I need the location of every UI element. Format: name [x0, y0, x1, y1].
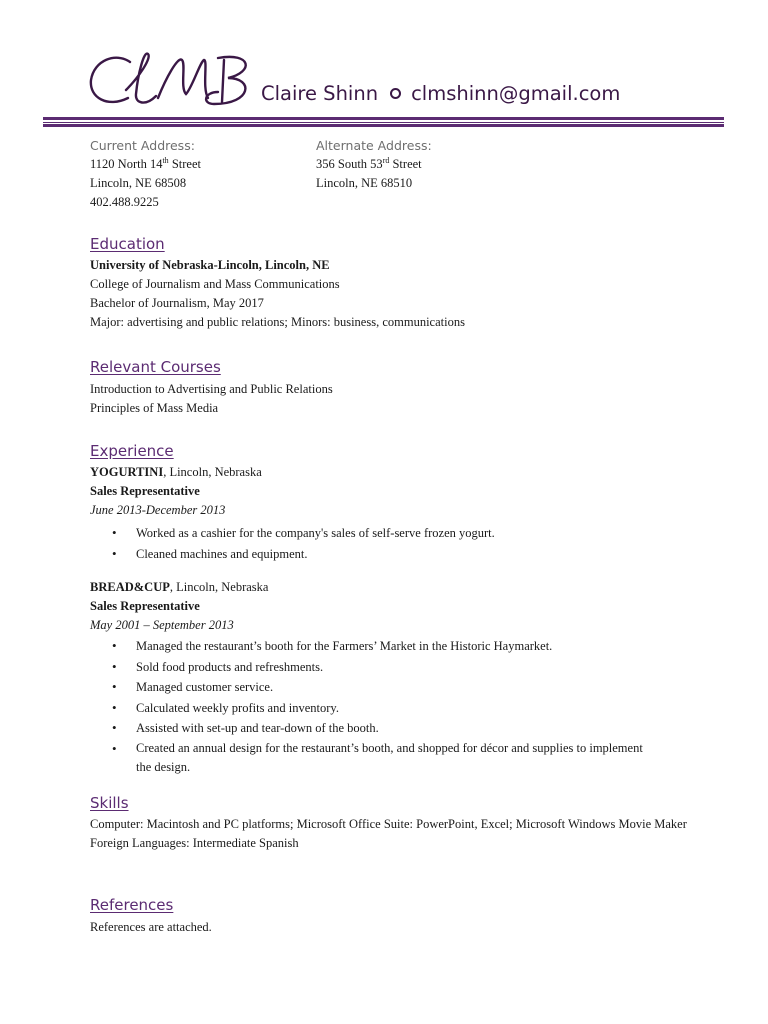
employer-location: , Lincoln, Nebraska: [163, 465, 262, 479]
school-name: University of Nebraska-Lincoln, Lincoln, NE: [90, 258, 330, 272]
employer-name: BREAD&CUP: [90, 580, 170, 594]
job-duties: [112, 636, 652, 777]
job-duty: • Cleaned machines and equipment.: [112, 544, 652, 565]
resume-header: [0, 0, 768, 126]
circle-separator-icon: [390, 88, 401, 99]
current-city: Lincoln, NE 68508: [90, 176, 187, 190]
employer-location: , Lincoln, Nebraska: [169, 580, 269, 594]
job-dates: May 2001 – September 2013: [90, 618, 234, 632]
language-skills: Foreign Languages: Intermediate Spanish: [90, 835, 299, 850]
header-rule-top: [43, 117, 724, 120]
course-item: Introduction to Advertising and Public Relations: [90, 382, 333, 396]
job-title: Sales Representative: [90, 484, 200, 498]
references-text: References are attached.: [90, 920, 212, 934]
employer-name: YOGURTINI: [90, 465, 164, 479]
current-street: [90, 155, 201, 174]
job-employer-line: [90, 578, 652, 597]
computer-skills: Computer: Macintosh and PC platforms; Microsoft Office Suite: PowerPoint, Excel; Microsoft Windows Movie Maker: [90, 817, 687, 831]
job-duty: • Assisted with set-up and tear-down of the booth.: [112, 718, 652, 739]
job-duty: • Managed the restaurant’s booth for the Farmers’ Market in the Historic Haymarket.: [112, 636, 652, 657]
experience-heading: Experience: [90, 442, 174, 460]
job-duty: • Managed customer service.: [112, 677, 652, 698]
courses-heading: Relevant Courses: [90, 358, 221, 376]
job-employer-line: [90, 463, 652, 482]
references-section: [90, 918, 212, 937]
header-rule-bottom: [43, 124, 724, 127]
skills-section: [90, 816, 690, 853]
header-rule-middle: [43, 122, 724, 123]
course-item: Principles of Mass Media: [90, 401, 219, 415]
alternate-address-heading: Alternate Address:: [316, 138, 432, 153]
monogram-logo: [86, 48, 256, 112]
college-name: College of Journalism and Mass Communications: [90, 277, 340, 291]
current-address: [90, 137, 201, 212]
job-yogurtini: [90, 463, 652, 564]
job-dates: June 2013-December 2013: [90, 503, 226, 517]
phone-number: 402.488.9225: [90, 195, 159, 209]
job-duty: • Calculated weekly profits and inventory.: [112, 698, 652, 719]
job-breadcup: [90, 578, 652, 777]
education-heading: Education: [90, 235, 165, 253]
job-duties: [112, 523, 652, 564]
alternate-street-ordinal: rd: [382, 155, 390, 165]
header-contact: [261, 82, 620, 105]
alternate-address: [316, 137, 432, 193]
alternate-city: Lincoln, NE 68510: [316, 176, 413, 190]
alternate-street: [316, 155, 432, 174]
major-minors: Major: advertising and public relations; Minors: business, communications: [90, 315, 465, 329]
job-duty: • Sold food products and refreshments.: [112, 657, 652, 678]
current-address-heading: Current Address:: [90, 138, 195, 153]
email-address: clmshinn@gmail.com: [411, 82, 621, 105]
skills-heading: Skills: [90, 794, 129, 812]
degree: Bachelor of Journalism, May 2017: [90, 296, 264, 310]
job-duty: • Worked as a cashier for the company's sales of self-serve frozen yogurt.: [112, 523, 652, 544]
candidate-name: Claire Shinn: [261, 82, 379, 105]
references-heading: References: [90, 896, 174, 914]
current-street-number: 1120 North 14: [90, 157, 163, 171]
courses-section: [90, 380, 333, 418]
alternate-street-suffix: Street: [389, 157, 422, 171]
job-title: Sales Representative: [90, 599, 200, 613]
job-duty: • Created an annual design for the restaurant’s booth, and shopped for décor and supplies to implement the design.: [112, 739, 652, 777]
alternate-street-number: 356 South 53: [316, 157, 383, 171]
education-section: [90, 256, 465, 332]
current-street-suffix: Street: [168, 157, 201, 171]
current-street-ordinal: th: [162, 155, 169, 165]
